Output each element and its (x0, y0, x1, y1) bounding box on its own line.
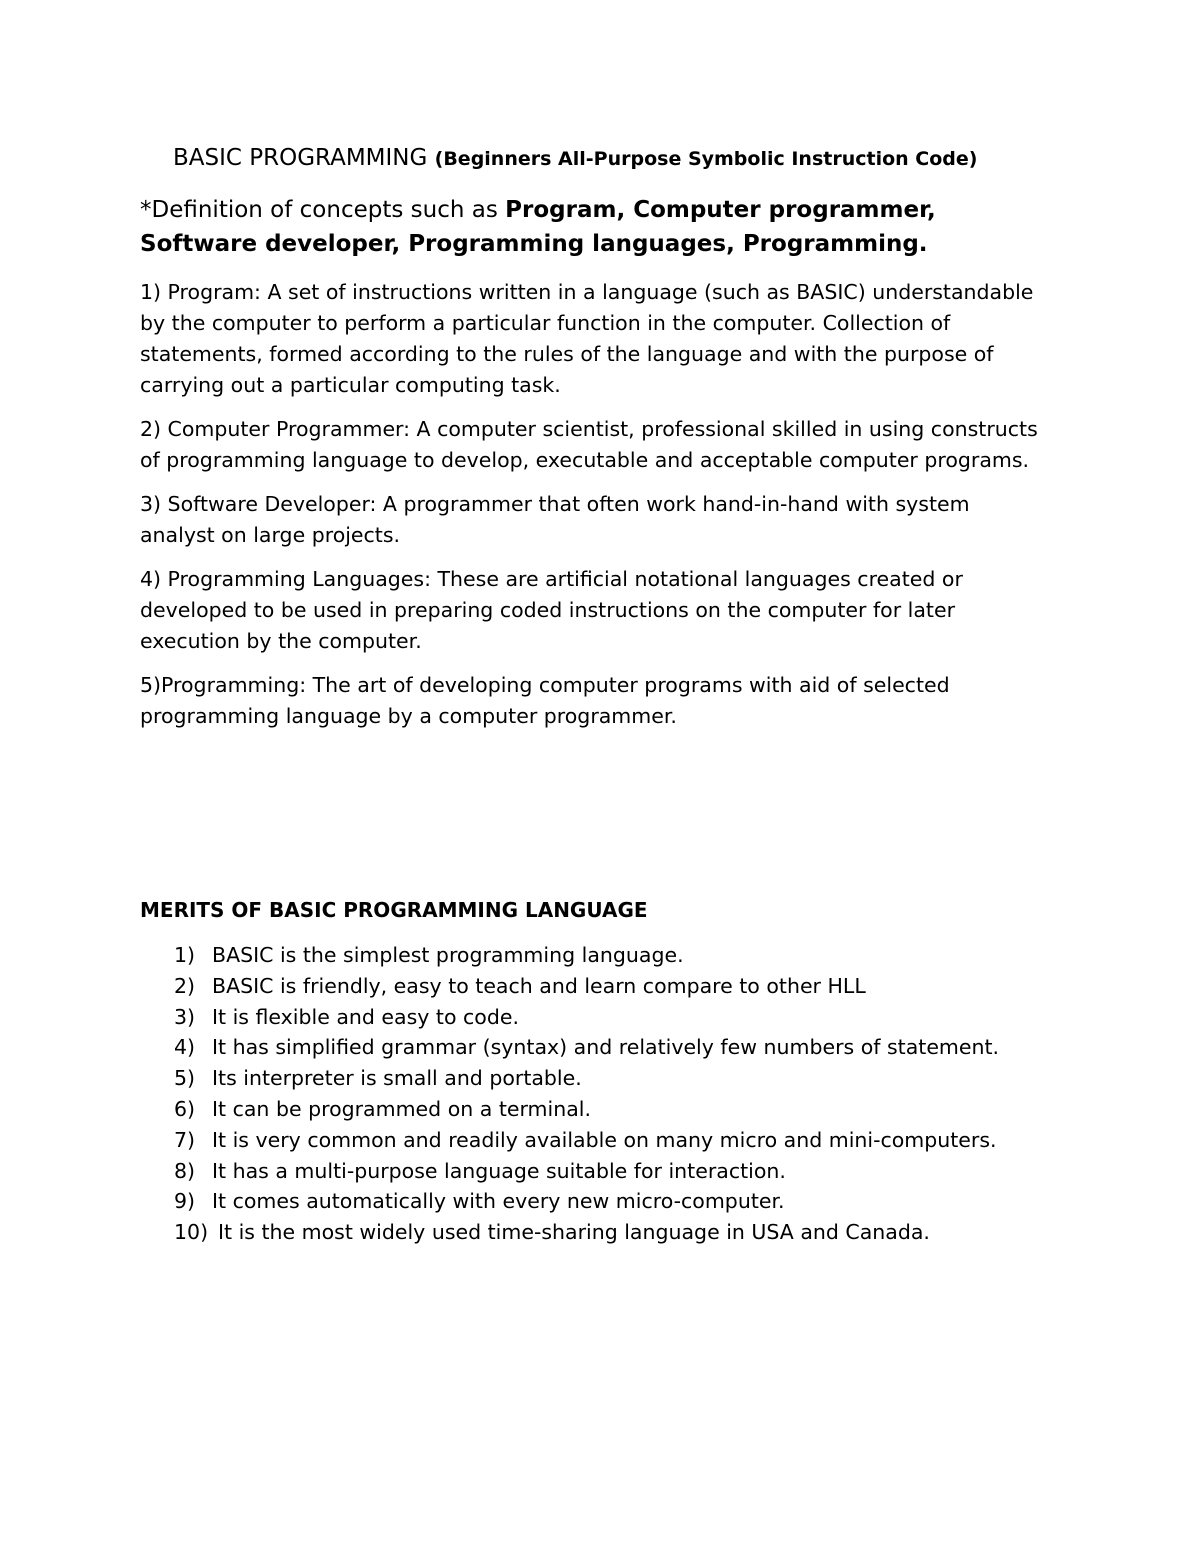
list-item-number: 7) (174, 1127, 196, 1152)
definition-line: developed to be used in preparing coded instructions on the computer for later (140, 598, 956, 622)
list-item-text: It has simplified grammar (syntax) and relatively few numbers of statement. (212, 1035, 1000, 1060)
definition-line: of programming language to develop, executable and acceptable computer programs. (140, 448, 1030, 472)
list-item (174, 1032, 1074, 1063)
definition-line: 5)Programming: The art of developing computer programs with aid of selected (140, 673, 950, 697)
list-item-number: 9) (174, 1189, 196, 1214)
list-item-number: 6) (174, 1096, 196, 1121)
definition-line: analyst on large projects. (140, 523, 401, 547)
list-item (174, 1186, 1074, 1217)
page-title (173, 142, 1073, 175)
definition-line: 2) Computer Programmer: A computer scientist, professional skilled in using constructs (140, 417, 1038, 441)
list-item-text: It can be programmed on a terminal. (212, 1096, 591, 1121)
intro-terms-1: Program, Computer programmer, (505, 197, 936, 223)
definition-line: execution by the computer. (140, 629, 422, 653)
merits-heading: MERITS OF BASIC PROGRAMMING LANGUAGE (140, 898, 648, 922)
list-item (174, 1217, 1074, 1248)
definition-line: programming language by a computer programmer. (140, 704, 677, 728)
list-item (174, 1125, 1074, 1156)
list-item-number: 5) (174, 1066, 196, 1091)
list-item-number: 8) (174, 1158, 196, 1183)
list-item (174, 1002, 1074, 1033)
definition-line: 3) Software Developer: A programmer that often work hand-in-hand with system (140, 492, 970, 516)
intro-paragraph (140, 193, 1040, 261)
definition-line: 1) Program: A set of instructions written in a language (such as BASIC) understandable (140, 280, 1034, 304)
definition-line: statements, formed according to the rules of the language and with the purpose of (140, 342, 994, 366)
definitions-section (140, 277, 1070, 745)
list-item-number: 4) (174, 1035, 196, 1060)
intro-lead: *Definition of concepts such as (140, 197, 506, 223)
list-item-number: 10) (174, 1220, 209, 1245)
definition-paragraph (140, 564, 1070, 657)
title-main: BASIC PROGRAMMING (173, 145, 428, 171)
intro-line-1 (140, 193, 1040, 227)
list-item (174, 1063, 1074, 1094)
definition-line: by the computer to perform a particular function in the computer. Collection of (140, 311, 951, 335)
definition-paragraph (140, 489, 1070, 551)
list-item (174, 940, 1074, 971)
list-item-text: It comes automatically with every new micro-computer. (212, 1189, 785, 1214)
list-item-number: 1) (174, 943, 196, 967)
list-item-text: BASIC is the simplest programming language. (212, 943, 684, 967)
list-item-text: BASIC is friendly, easy to teach and learn compare to other HLL (212, 973, 866, 998)
list-item-text: It has a multi-purpose language suitable for interaction. (212, 1158, 786, 1183)
merits-list (174, 940, 1074, 1248)
list-item-text: It is very common and readily available on many micro and mini-computers. (212, 1127, 997, 1152)
list-item-number: 2) (174, 973, 196, 998)
list-item (174, 971, 1074, 1002)
list-item (174, 1156, 1074, 1187)
definition-line: 4) Programming Languages: These are artificial notational languages created or (140, 567, 963, 591)
list-item-number: 3) (174, 1004, 196, 1029)
list-item-text: Its interpreter is small and portable. (212, 1066, 582, 1091)
definition-paragraph (140, 670, 1070, 732)
title-subtitle: (Beginners All-Purpose Symbolic Instruction Code) (434, 148, 978, 170)
list-item-text: It is the most widely used time-sharing language in USA and Canada. (218, 1220, 930, 1245)
definition-paragraph (140, 277, 1070, 401)
definition-paragraph (140, 414, 1070, 476)
list-item (174, 1094, 1074, 1125)
list-item-text: It is flexible and easy to code. (212, 1004, 519, 1029)
definition-line: carrying out a particular computing task. (140, 373, 561, 397)
intro-terms-2: Software developer, Programming languages, Programming. (140, 231, 928, 257)
